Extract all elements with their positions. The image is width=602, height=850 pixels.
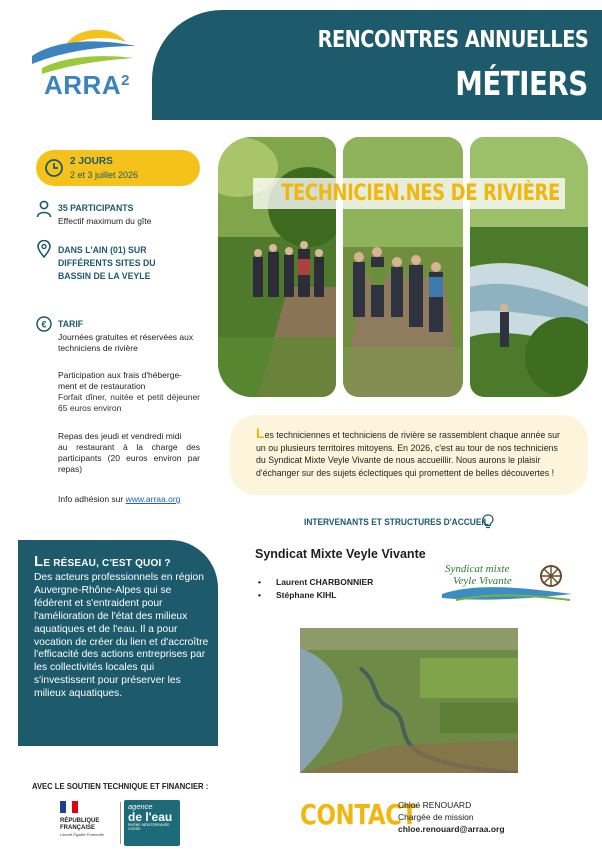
contact-email-link[interactable]: chloe.renouard@arraa.org bbox=[398, 824, 505, 834]
header-title-line1: RENCONTRES ANNUELLES bbox=[317, 27, 588, 53]
contact-name: Chloé RENOUARD bbox=[398, 800, 472, 810]
host-organization-name: Syndicat Mixte Veyle Vivante bbox=[255, 547, 426, 561]
tarif-accommodation-text: Forfait dîner, nuitée et petit déjeuner 65 euros environ bbox=[58, 392, 200, 413]
adhesion-link[interactable]: www.arraa.org bbox=[125, 494, 181, 504]
person-icon bbox=[36, 200, 52, 218]
participants-sub: Effectif maximum du gîte bbox=[58, 216, 152, 226]
intro-text: Les techniciennes et techniciens de rivière se rassemblent chaque année sur un ou plusieurs territoires mitoyens. En 2026, c'est au tour de nos techniciens du Syndicat Mixte Veyle Vivante de nous accueillir. Nous aurons le plaisir d'échanger sur des sujets éclectiques qui promettent de belles découvertes ! bbox=[256, 425, 560, 478]
contact-role: Chargée de mission bbox=[398, 812, 474, 822]
speaker-item: • Laurent CHARBONNIER bbox=[258, 577, 373, 587]
tarif-meals-title: Repas des jeudi et vendredi midi bbox=[58, 431, 182, 441]
contact-heading: CONTACT bbox=[300, 798, 417, 831]
participants-title: 35 PARTICIPANTS bbox=[58, 203, 134, 214]
adhesion-info: Info adhésion sur www.arraa.org bbox=[58, 494, 181, 504]
support-heading: AVEC LE SOUTIEN TECHNIQUE ET FINANCIER : bbox=[32, 781, 209, 791]
speakers-heading: INTERVENANTS ET STRUCTURES D'ACCUEIL bbox=[304, 517, 489, 528]
agence-de-leau-logo: agence de l'eau RHÔNE MÉDITERRANÉE CORSE bbox=[124, 800, 180, 846]
hike-photo-center bbox=[343, 137, 463, 397]
duration-title: 2 JOURS bbox=[70, 156, 113, 167]
veyle-vivante-logo-text: Syndicat mixte Veyle Vivante bbox=[445, 563, 512, 587]
intro-box bbox=[230, 415, 588, 495]
tarif-free-text: Journées gratuites et réservées aux techniciens de rivière bbox=[58, 332, 194, 353]
tarif-accommodation-title: Participation aux frais d'héberge-ment et de restauration bbox=[58, 370, 182, 391]
tarif-meals-text: au restaurant à la charge des participants (20 euros environ par repas) bbox=[58, 442, 200, 474]
speaker-item: • Stéphane KIHL bbox=[258, 590, 336, 600]
euro-icon bbox=[36, 315, 52, 333]
river-photo-right bbox=[470, 137, 588, 397]
svg-text:€: € bbox=[41, 319, 47, 330]
aerial-river-photo bbox=[300, 628, 518, 773]
tarif-title: TARIF bbox=[58, 319, 84, 330]
hike-photo-left bbox=[218, 137, 336, 397]
location-title: DANS L'AIN (01) SUR DIFFÉRENTS SITES DU BASSIN DE LA VEYLE bbox=[58, 245, 156, 282]
lightbulb-icon bbox=[482, 514, 494, 530]
location-pin-icon bbox=[36, 240, 52, 258]
republique-francaise-logo: RÉPUBLIQUE FRANÇAISE Liberté Égalité Fraternité bbox=[60, 800, 120, 844]
clock-icon bbox=[44, 158, 64, 178]
header-title-line2: MÉTIERS bbox=[455, 64, 588, 103]
hero-title: TECHNICIEN.NES DE RIVIÈRE bbox=[281, 181, 560, 206]
network-title: LE RÉSEAU, C'EST QUOI ? bbox=[34, 553, 171, 570]
network-text: Des acteurs professionnels en région Auvergne-Rhône-Alpes qui se fédèrent et s'entraident pour l'amélioration de l'état des milieux aquatiques et de l'eau. Il a pour vocation de créer du lien et d'accroître l'efficacité des actions entreprises par les collectivités locales qui s'investissent pour préserver les milieux aquatiques. bbox=[34, 572, 209, 700]
logo-separator bbox=[120, 802, 121, 844]
duration-dates: 2 et 3 juillet 2026 bbox=[70, 170, 139, 180]
french-flag-icon bbox=[60, 801, 78, 813]
arra-logo-text: ARRA$^2$ bbox=[44, 70, 130, 100]
